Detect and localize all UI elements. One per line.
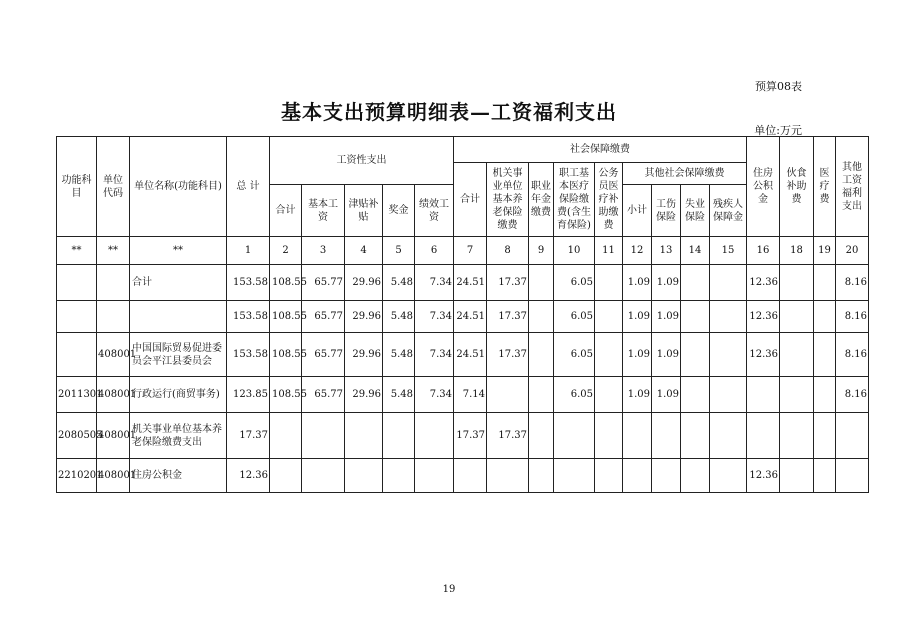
value-cell: 17.37 [487, 413, 529, 459]
value-cell [487, 377, 529, 413]
index-cell: ** [97, 237, 130, 265]
value-cell [270, 459, 302, 493]
value-cell [814, 413, 836, 459]
index-cell: 16 [747, 237, 780, 265]
header-performance: 绩效工资 [415, 185, 454, 237]
value-cell: 153.58 [227, 265, 270, 301]
header-other-wage-welfare: 其他工资福利支出 [836, 137, 869, 237]
header-social-total: 合计 [454, 163, 487, 237]
value-cell: 8.16 [836, 265, 869, 301]
value-cell: 1.09 [623, 333, 652, 377]
value-cell [529, 459, 554, 493]
index-cell: 4 [345, 237, 383, 265]
header-other-social-group: 其他社会保障缴费 [623, 163, 747, 185]
value-cell [529, 265, 554, 301]
value-cell: 7.34 [415, 301, 454, 333]
value-cell [302, 459, 345, 493]
value-cell: 7.14 [454, 377, 487, 413]
value-cell: 108.55 [270, 265, 302, 301]
header-medical: 医疗费 [814, 137, 836, 237]
value-cell [595, 265, 623, 301]
value-cell: 8.16 [836, 377, 869, 413]
func-subject-cell: 2011301 [57, 377, 97, 413]
value-cell: 5.48 [383, 265, 415, 301]
value-cell [780, 459, 814, 493]
value-cell: 1.09 [652, 333, 681, 377]
value-cell: 65.77 [302, 377, 345, 413]
value-cell [415, 413, 454, 459]
index-cell: 2 [270, 237, 302, 265]
value-cell: 29.96 [345, 301, 383, 333]
index-cell: ** [130, 237, 227, 265]
value-cell [454, 459, 487, 493]
value-cell: 153.58 [227, 301, 270, 333]
value-cell: 29.96 [345, 333, 383, 377]
header-pension: 机关事业单位基本养老保险缴费 [487, 163, 529, 237]
value-cell [595, 377, 623, 413]
value-cell: 24.51 [454, 265, 487, 301]
header-unit-code: 单位代码 [97, 137, 130, 237]
func-subject-cell [57, 333, 97, 377]
value-cell: 17.37 [487, 333, 529, 377]
value-cell: 29.96 [345, 377, 383, 413]
value-cell: 24.51 [454, 301, 487, 333]
value-cell: 5.48 [383, 333, 415, 377]
value-cell: 65.77 [302, 301, 345, 333]
value-cell [710, 333, 747, 377]
table-row [57, 377, 869, 413]
value-cell [780, 301, 814, 333]
value-cell [780, 377, 814, 413]
value-cell: 12.36 [747, 265, 780, 301]
value-cell: 1.09 [623, 265, 652, 301]
value-cell: 153.58 [227, 333, 270, 377]
value-cell: 12.36 [227, 459, 270, 493]
unit-name-cell [130, 301, 227, 333]
value-cell: 5.48 [383, 377, 415, 413]
header-housing-fund: 住房公积金 [747, 137, 780, 237]
value-cell: 5.48 [383, 301, 415, 333]
value-cell: 108.55 [270, 301, 302, 333]
index-cell: 15 [710, 237, 747, 265]
value-cell: 1.09 [652, 301, 681, 333]
value-cell: 1.09 [652, 377, 681, 413]
func-subject-cell: 2080505 [57, 413, 97, 459]
form-number: 预算08表 [755, 80, 802, 93]
value-cell [529, 377, 554, 413]
value-cell [554, 413, 595, 459]
table-row [57, 265, 869, 301]
value-cell: 1.09 [652, 265, 681, 301]
index-cell: 1 [227, 237, 270, 265]
unit-code-cell [97, 265, 130, 301]
index-cell: 5 [383, 237, 415, 265]
unit-label: 单位:万元 [754, 124, 802, 137]
index-cell: 19 [814, 237, 836, 265]
table-row [57, 459, 869, 493]
header-total: 总 计 [227, 137, 270, 237]
value-cell: 17.37 [454, 413, 487, 459]
value-cell [595, 413, 623, 459]
value-cell: 6.05 [554, 265, 595, 301]
value-cell [836, 413, 869, 459]
value-cell [529, 301, 554, 333]
table-row [57, 301, 869, 333]
value-cell: 12.36 [747, 301, 780, 333]
index-cell: 18 [780, 237, 814, 265]
header-disability: 残疾人保障金 [710, 185, 747, 237]
header-social-group: 社会保障缴费 [454, 137, 747, 163]
value-cell: 7.34 [415, 377, 454, 413]
unit-name-cell: 住房公积金 [130, 459, 227, 493]
value-cell: 6.05 [554, 333, 595, 377]
value-cell [681, 301, 710, 333]
value-cell: 108.55 [270, 377, 302, 413]
value-cell [681, 459, 710, 493]
index-cell: 7 [454, 237, 487, 265]
header-injury: 工伤保险 [652, 185, 681, 237]
value-cell [554, 459, 595, 493]
header-annuity: 职业年金缴费 [529, 163, 554, 237]
value-cell [383, 413, 415, 459]
value-cell [415, 459, 454, 493]
index-cell: ** [57, 237, 97, 265]
value-cell [710, 459, 747, 493]
value-cell [383, 459, 415, 493]
header-allowance: 津贴补贴 [345, 185, 383, 237]
value-cell [780, 265, 814, 301]
value-cell [270, 413, 302, 459]
value-cell: 8.16 [836, 333, 869, 377]
value-cell: 6.05 [554, 377, 595, 413]
value-cell [529, 413, 554, 459]
value-cell [595, 333, 623, 377]
value-cell [747, 413, 780, 459]
value-cell [681, 333, 710, 377]
table-row [57, 333, 869, 377]
value-cell [710, 301, 747, 333]
value-cell [780, 333, 814, 377]
unit-code-cell: 408001 [97, 377, 130, 413]
value-cell [623, 413, 652, 459]
value-cell [814, 265, 836, 301]
value-cell: 1.09 [623, 377, 652, 413]
table-row [57, 413, 869, 459]
unit-name-cell: 机关事业单位基本养老保险缴费支出 [130, 413, 227, 459]
index-cell: 8 [487, 237, 529, 265]
index-row [57, 237, 869, 265]
value-cell: 24.51 [454, 333, 487, 377]
value-cell [814, 377, 836, 413]
value-cell [836, 459, 869, 493]
value-cell [345, 413, 383, 459]
value-cell: 1.09 [623, 301, 652, 333]
unit-code-cell: 408001 [97, 333, 130, 377]
index-cell: 20 [836, 237, 869, 265]
value-cell: 29.96 [345, 265, 383, 301]
value-cell: 17.37 [487, 265, 529, 301]
value-cell: 12.36 [747, 333, 780, 377]
index-cell: 6 [415, 237, 454, 265]
value-cell [595, 459, 623, 493]
value-cell [814, 333, 836, 377]
header-unit-name: 单位名称(功能科目) [130, 137, 227, 237]
index-cell: 11 [595, 237, 623, 265]
value-cell [681, 265, 710, 301]
header-medical-insurance: 职工基本医疗保险缴费(含生育保险) [554, 163, 595, 237]
header-civil-medical: 公务员医疗补助缴费 [595, 163, 623, 237]
header-unemployment: 失业保险 [681, 185, 710, 237]
unit-code-cell [97, 301, 130, 333]
page-number: 19 [442, 584, 456, 595]
index-cell: 10 [554, 237, 595, 265]
unit-name-cell: 合计 [130, 265, 227, 301]
header-func-subject: 功能科目 [57, 137, 97, 237]
value-cell: 7.34 [415, 265, 454, 301]
value-cell [487, 459, 529, 493]
value-cell [747, 377, 780, 413]
index-cell: 14 [681, 237, 710, 265]
header-basic-wage: 基本工资 [302, 185, 345, 237]
value-cell: 12.36 [747, 459, 780, 493]
value-cell: 7.34 [415, 333, 454, 377]
value-cell: 8.16 [836, 301, 869, 333]
value-cell [681, 413, 710, 459]
value-cell: 17.37 [487, 301, 529, 333]
value-cell [652, 413, 681, 459]
unit-code-cell: 408001 [97, 459, 130, 493]
value-cell [710, 265, 747, 301]
value-cell [710, 377, 747, 413]
index-cell: 9 [529, 237, 554, 265]
value-cell: 108.55 [270, 333, 302, 377]
value-cell [681, 377, 710, 413]
value-cell: 65.77 [302, 265, 345, 301]
header-bonus: 奖金 [383, 185, 415, 237]
value-cell [814, 459, 836, 493]
unit-name-cell: 行政运行(商贸事务) [130, 377, 227, 413]
value-cell: 6.05 [554, 301, 595, 333]
value-cell [780, 413, 814, 459]
value-cell [529, 333, 554, 377]
value-cell: 123.85 [227, 377, 270, 413]
func-subject-cell [57, 265, 97, 301]
page-title: 基本支出预算明细表—工资福利支出 [281, 100, 617, 124]
value-cell [302, 413, 345, 459]
func-subject-cell [57, 301, 97, 333]
value-cell: 17.37 [227, 413, 270, 459]
unit-code-cell: 408001 [97, 413, 130, 459]
header-wage-group: 工资性支出 [270, 137, 454, 185]
unit-name-cell: 中国国际贸易促进委员会平江县委员会 [130, 333, 227, 377]
value-cell [345, 459, 383, 493]
header-wage-total: 合计 [270, 185, 302, 237]
budget-table [56, 136, 869, 493]
func-subject-cell: 2210201 [57, 459, 97, 493]
header-meal-subsidy: 伙食补助费 [780, 137, 814, 237]
index-cell: 12 [623, 237, 652, 265]
value-cell [710, 413, 747, 459]
value-cell [814, 301, 836, 333]
index-cell: 13 [652, 237, 681, 265]
value-cell [623, 459, 652, 493]
value-cell [652, 459, 681, 493]
index-cell: 3 [302, 237, 345, 265]
value-cell: 65.77 [302, 333, 345, 377]
value-cell [595, 301, 623, 333]
header-other-subtotal: 小计 [623, 185, 652, 237]
